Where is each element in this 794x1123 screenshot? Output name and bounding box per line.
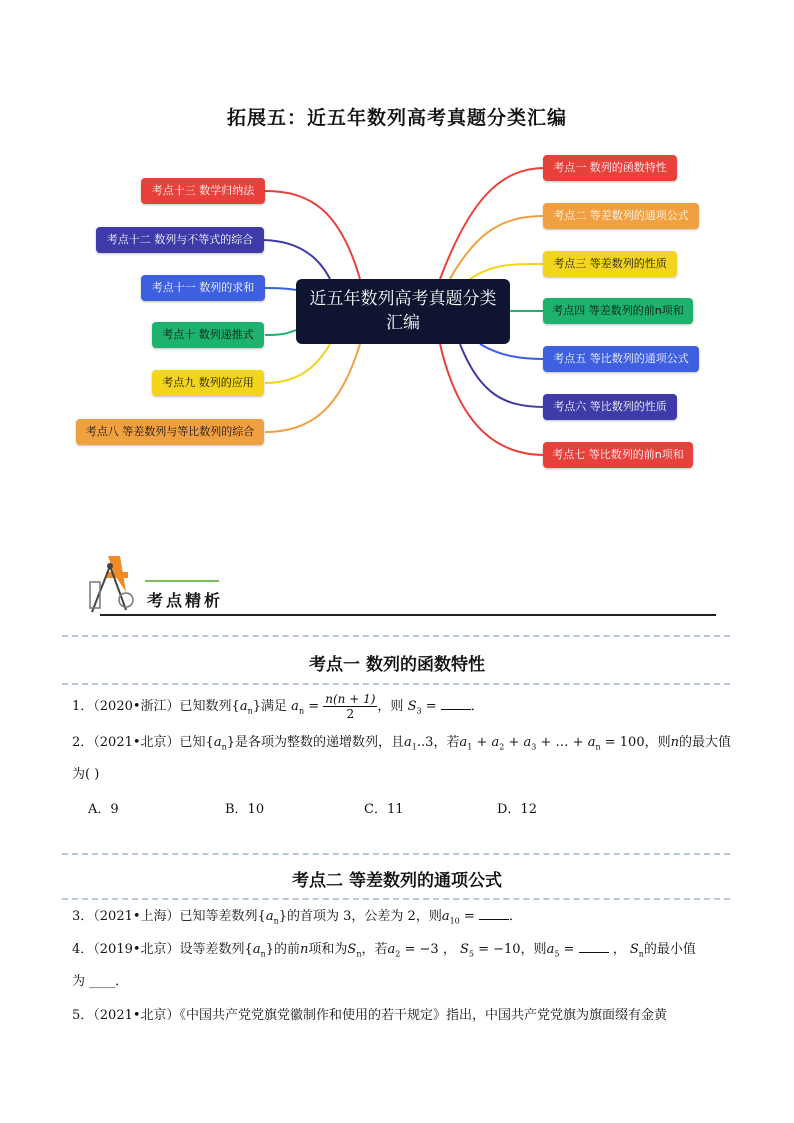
question-4: 4．（2019•北京）设等差数列$\{a_n\}$的前n项和为$S_n$，若$a_2 = -3$ ， $S_5 = -10$，则$a_5$ = ， $S_n$的最小值 bbox=[72, 942, 696, 959]
section-title-1: 考点一 数列的函数特性 bbox=[309, 655, 485, 675]
section-divider-bottom bbox=[62, 683, 730, 685]
banner-accent-line bbox=[145, 580, 219, 582]
question-3: 3．（2021•上海）已知等差数列$\{a_n\}$的首项为 3，公差为 2，则$a_{10}$ = ． bbox=[72, 909, 522, 926]
mindmap-node-topic-10: 考点十 数列递推式 bbox=[152, 322, 264, 348]
option-a[interactable]: A．9 bbox=[88, 802, 119, 817]
connector-left-13 bbox=[265, 191, 360, 279]
ruler-compass-icon bbox=[86, 552, 138, 614]
question-5: 5．（2021•北京）《中国共产党党旗党徽制作和使用的若干规定》指出，中国共产党党旗为旗面缀有金黄 bbox=[72, 1008, 668, 1023]
mindmap-node-topic-8: 考点八 等差数列与等比数列的综合 bbox=[76, 419, 264, 445]
mindmap-node-topic-12: 考点十二 数列与不等式的综合 bbox=[96, 227, 264, 253]
connector-right-1 bbox=[440, 168, 545, 279]
connector-right-5 bbox=[480, 344, 545, 359]
connector-left-9 bbox=[265, 344, 330, 383]
option-d[interactable]: D．12 bbox=[497, 802, 537, 817]
mindmap-node-topic-1: 考点一 数列的函数特性 bbox=[543, 155, 677, 181]
mindmap-center-node: 近五年数列高考真题分类汇编 bbox=[296, 279, 510, 344]
section-divider-bottom-2 bbox=[62, 898, 730, 900]
question-2: 2．（2021•北京）已知$\{a_n\}$是各项为整数的递增数列，且$a_1..3$，若$a_1 + a_2 + a_3$ + … + $a_n = 100$，则n的最大值 bbox=[72, 735, 732, 752]
section-divider-top-2 bbox=[62, 853, 730, 855]
question-1: 1．（2020•浙江）已知数列$\{a_n\}$满足 $a_n$ = $\frac{n(n + 1)}{2}$ ，则 $S_3$ = ． bbox=[72, 692, 484, 721]
mindmap-node-topic-13: 考点十三 数学归纳法 bbox=[141, 178, 265, 204]
section-title-2: 考点二 等差数列的通项公式 bbox=[292, 871, 502, 891]
page-title: 拓展五：近五年数列高考真题分类汇编 bbox=[226, 107, 567, 129]
question-2-line-2: 为( ) bbox=[72, 767, 100, 782]
banner-underline bbox=[100, 614, 716, 616]
mindmap-node-topic-5: 考点五 等比数列的通项公式 bbox=[543, 346, 699, 372]
mindmap-node-topic-9: 考点九 数列的应用 bbox=[152, 370, 264, 396]
connector-left-10 bbox=[265, 330, 296, 335]
connector-left-11 bbox=[265, 288, 296, 290]
connector-right-3 bbox=[470, 264, 545, 279]
connector-left-12 bbox=[260, 240, 330, 279]
mindmap-node-topic-6: 考点六 等比数列的性质 bbox=[543, 394, 677, 420]
banner-label: 考点精析 bbox=[147, 591, 224, 610]
question-4-line-2: 为 ____． bbox=[72, 974, 129, 989]
option-c[interactable]: C．11 bbox=[364, 802, 404, 817]
mindmap-node-topic-2: 考点二 等差数列的通项公式 bbox=[543, 203, 699, 229]
mindmap-node-topic-7: 考点七 等比数列的前n项和 bbox=[543, 442, 693, 468]
mindmap-node-topic-11: 考点十一 数列的求和 bbox=[141, 275, 265, 301]
mindmap-node-topic-3: 考点三 等差数列的性质 bbox=[543, 251, 677, 277]
option-b[interactable]: B．10 bbox=[225, 802, 265, 817]
section-divider-top bbox=[62, 635, 730, 637]
connector-left-8 bbox=[265, 344, 360, 432]
mindmap-node-topic-4: 考点四 等差数列的前n项和 bbox=[543, 298, 693, 324]
connector-right-7 bbox=[440, 344, 545, 455]
